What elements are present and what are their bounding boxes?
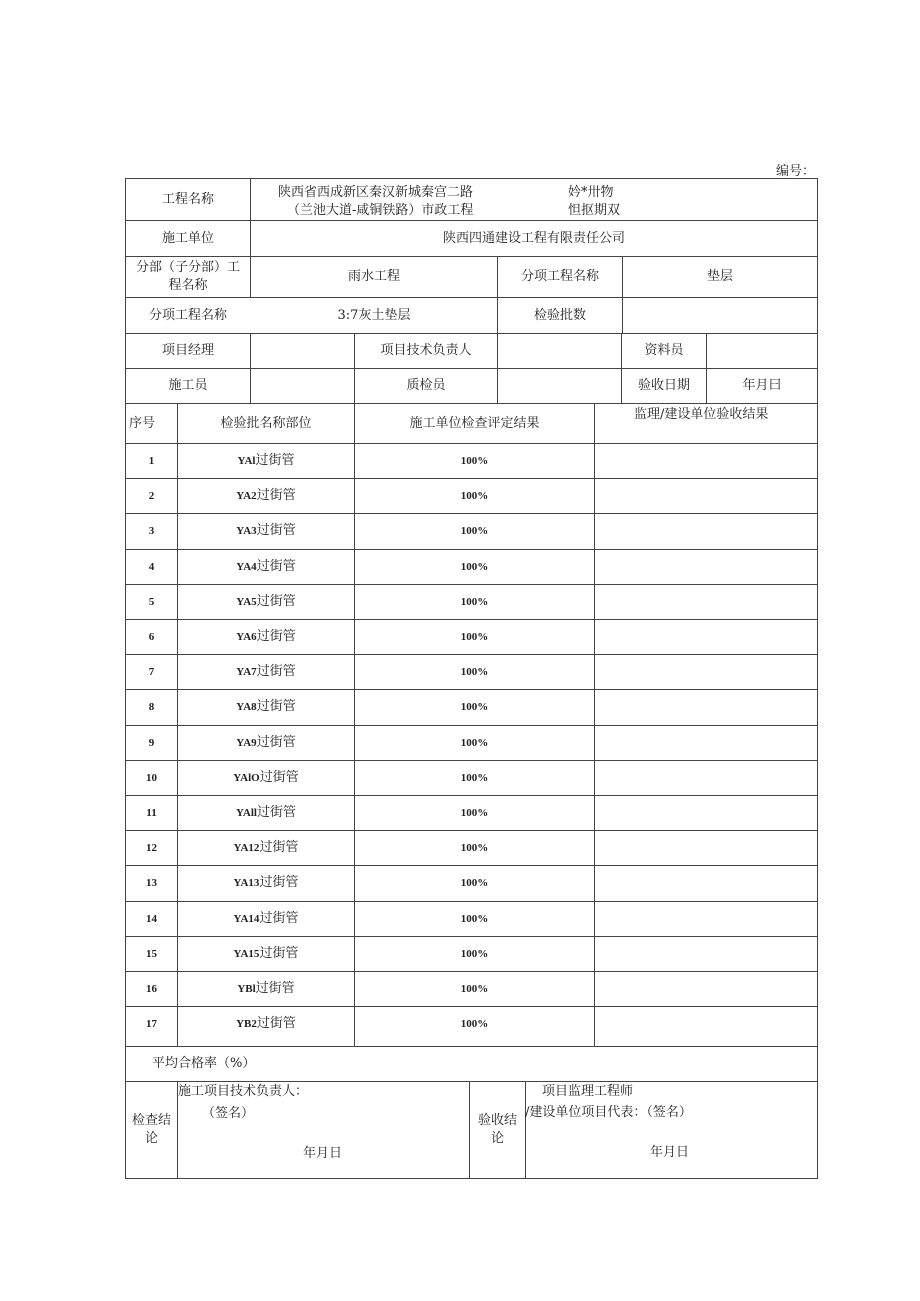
row-number: 13: [146, 877, 157, 889]
row-supervisor-result: [595, 901, 817, 936]
row-contractor-result: 100%: [460, 525, 489, 537]
row-supervisor-result: [595, 549, 817, 584]
row-contractor-result: 100%: [460, 736, 489, 749]
check-date: 年月日: [303, 1146, 343, 1161]
row-contractor-result: 100%: [460, 665, 489, 678]
item-name-label-2: 分项工程名称: [148, 307, 227, 323]
subdivision-label: 分部（子分部）工程名称: [135, 260, 240, 293]
row-batch-suffix: 过街管: [256, 487, 296, 503]
row-batch-code: YB2: [236, 1017, 257, 1030]
row-batch-code: YAll: [235, 806, 257, 819]
row-supervisor-result: [595, 795, 817, 830]
row-batch-suffix: 过街管: [256, 663, 296, 679]
builder-value: [251, 369, 354, 403]
row-contractor-result: 100%: [460, 912, 489, 925]
tech-lead-value: [498, 334, 621, 368]
row-number: 15: [146, 947, 157, 960]
row-batch-name: [178, 830, 354, 865]
row-supervisor-result: [595, 443, 817, 478]
row-batch-code: YA5: [236, 595, 257, 608]
pm-value: [251, 334, 354, 368]
project-name-line1: 陕西省西成新区秦汉新城秦宫二路: [278, 185, 474, 200]
row-batch-name: [178, 1006, 354, 1041]
row-batch-code: YA7: [236, 665, 257, 678]
accept-signer-line1: 项目监理工程师: [542, 1084, 634, 1099]
row-contractor-result: 100%: [460, 595, 489, 608]
row-number: 11: [146, 806, 157, 819]
row-number: 7: [148, 665, 155, 678]
accept-date: 年月日: [650, 1145, 690, 1160]
row-supervisor-result: [595, 584, 817, 619]
row-number: 16: [146, 982, 157, 995]
row-batch-name: [178, 760, 354, 795]
row-contractor-result: 100%: [460, 841, 489, 854]
row-contractor-result: 100%: [460, 489, 489, 502]
row-number: 9: [148, 736, 155, 749]
row-supervisor-result: [595, 513, 817, 549]
row-batch-name: [178, 865, 354, 901]
check-signer-label: 施工项目技术负责人：: [178, 1084, 309, 1099]
row-contractor-result: 100%: [460, 982, 489, 995]
row-batch-suffix: 过街管: [259, 769, 299, 785]
row-supervisor-result: [595, 619, 817, 654]
inspection-form: [125, 178, 818, 1179]
row-batch-code: YA9: [236, 736, 257, 749]
project-extra-line1: 妗*卅物: [568, 185, 614, 200]
item-name-label: 分项工程名称: [520, 269, 599, 284]
row-contractor-result: 100%: [460, 947, 489, 960]
doc-staff-value: [707, 334, 817, 368]
row-batch-code: YA12: [233, 841, 260, 854]
batch-count-value: [623, 298, 817, 333]
pm-label: 项目经理: [161, 343, 214, 358]
row-batch-code: YA2: [236, 489, 257, 502]
row-batch-suffix: 过街管: [256, 523, 296, 538]
header-supervisor-result: 监理/建设单位验收结果: [634, 407, 769, 422]
row-number: 4: [148, 560, 155, 573]
row-batch-name: [178, 971, 354, 1006]
item-name-value-2: 3:7灰土垫层: [337, 307, 411, 323]
row-supervisor-result: [595, 830, 817, 865]
row-batch-name: [178, 478, 354, 513]
row-supervisor-result: [595, 760, 817, 795]
row-batch-suffix: 过街管: [255, 452, 295, 468]
row-batch-name: [178, 689, 354, 725]
row-supervisor-result: [595, 689, 817, 725]
row-batch-suffix: 过街管: [256, 804, 296, 820]
header-batch-name: 检验批名称部位: [220, 415, 312, 431]
row-batch-code: YAl: [237, 454, 256, 467]
average-pass-rate-label: 平均合格率（%）: [152, 1056, 256, 1071]
serial-number-label: 编号：: [776, 164, 816, 179]
row-batch-code: YA13: [233, 877, 260, 889]
project-name-line2: （兰池大道-咸铜铁路）市政工程: [287, 203, 474, 218]
row-contractor-result: 100%: [460, 1017, 489, 1030]
check-sign-note: （签名）: [202, 1106, 255, 1121]
row-supervisor-result: [595, 1006, 817, 1041]
row-supervisor-result: [595, 971, 817, 1006]
row-batch-name: [178, 549, 354, 584]
header-contractor-result: 施工单位检查评定结果: [409, 415, 540, 431]
qc-label: 质检员: [406, 378, 446, 393]
row-supervisor-result: [595, 478, 817, 513]
row-batch-code: YA4: [236, 560, 257, 573]
row-batch-suffix: 过街管: [256, 593, 296, 609]
row-batch-suffix: 过街管: [259, 839, 299, 855]
row-supervisor-result: [595, 865, 817, 901]
row-batch-suffix: 过街管: [256, 734, 296, 750]
col-divider: [525, 1081, 526, 1178]
project-extra-line2: 怛抠期双: [568, 203, 621, 218]
row-batch-code: YBl: [237, 982, 256, 995]
row-supervisor-result: [595, 936, 817, 971]
row-contractor-result: 100%: [460, 806, 489, 819]
row-batch-suffix: 过街管: [256, 1015, 296, 1031]
row-supervisor-result: [595, 654, 817, 689]
row-number: 17: [146, 1017, 157, 1030]
row-number: 5: [148, 595, 155, 608]
row-divider: [126, 1046, 817, 1047]
row-contractor-result: 100%: [460, 454, 489, 467]
row-supervisor-result: [595, 725, 817, 760]
row-batch-suffix: 过街管: [256, 628, 296, 644]
row-contractor-result: 100%: [460, 701, 489, 713]
row-number: 12: [146, 841, 157, 854]
contractor-label: 施工单位: [161, 230, 214, 246]
tech-lead-label: 项目技术负责人: [380, 343, 472, 358]
doc-staff-label: 资料员: [644, 343, 684, 358]
row-batch-code: YA6: [236, 630, 257, 643]
row-number: 2: [148, 489, 155, 502]
accept-date-value: 年月曰: [742, 378, 782, 393]
row-number: 1: [148, 454, 155, 467]
row-contractor-result: 100%: [460, 771, 489, 784]
row-batch-code: YA8: [236, 701, 257, 713]
row-number: 10: [146, 771, 157, 784]
accept-conclusion-label: 验收结论: [477, 1113, 517, 1146]
row-batch-suffix: 过街管: [259, 945, 299, 961]
row-batch-suffix: 过街管: [259, 910, 299, 926]
row-number: 3: [148, 525, 155, 537]
row-contractor-result: 100%: [460, 877, 489, 889]
row-batch-suffix: 过街管: [259, 875, 299, 890]
row-batch-name: [178, 584, 354, 619]
contractor-value: 陕西四通建设工程有限责任公司: [442, 230, 625, 246]
accept-date-label: 验收日期: [637, 378, 690, 393]
row-batch-name: [178, 513, 354, 549]
row-batch-name: [178, 901, 354, 936]
header-seq: 序号: [128, 415, 155, 431]
row-batch-name: [178, 725, 354, 760]
accept-signer-line2: /建设单位项目代表：（签名）: [525, 1105, 692, 1120]
row-batch-name: [178, 619, 354, 654]
row-batch-code: YA15: [233, 947, 260, 960]
builder-label: 施工员: [168, 378, 208, 393]
check-conclusion-label: 检查结论: [131, 1113, 171, 1146]
row-batch-code: YA3: [236, 525, 257, 537]
row-contractor-result: 100%: [460, 560, 489, 573]
row-batch-suffix: 过街管: [256, 558, 296, 574]
row-batch-code: YA14: [233, 912, 260, 925]
item-name-value: 垫层: [706, 269, 733, 284]
row-batch-name: [178, 795, 354, 830]
row-number: 6: [148, 630, 155, 643]
row-batch-suffix: 过街管: [255, 980, 295, 996]
row-batch-suffix: 过街管: [256, 699, 296, 714]
row-number: 8: [148, 701, 155, 713]
row-batch-name: [178, 936, 354, 971]
project-name-label: 工程名称: [161, 191, 214, 207]
batch-count-label: 检验批数: [533, 307, 586, 323]
qc-value: [498, 369, 621, 403]
subdivision-value: 雨水工程: [347, 269, 400, 284]
row-number: 14: [146, 912, 157, 925]
row-batch-name: [178, 654, 354, 689]
row-contractor-result: 100%: [460, 630, 489, 643]
row-batch-code: YAlO: [233, 771, 260, 784]
row-batch-name: [178, 443, 354, 478]
